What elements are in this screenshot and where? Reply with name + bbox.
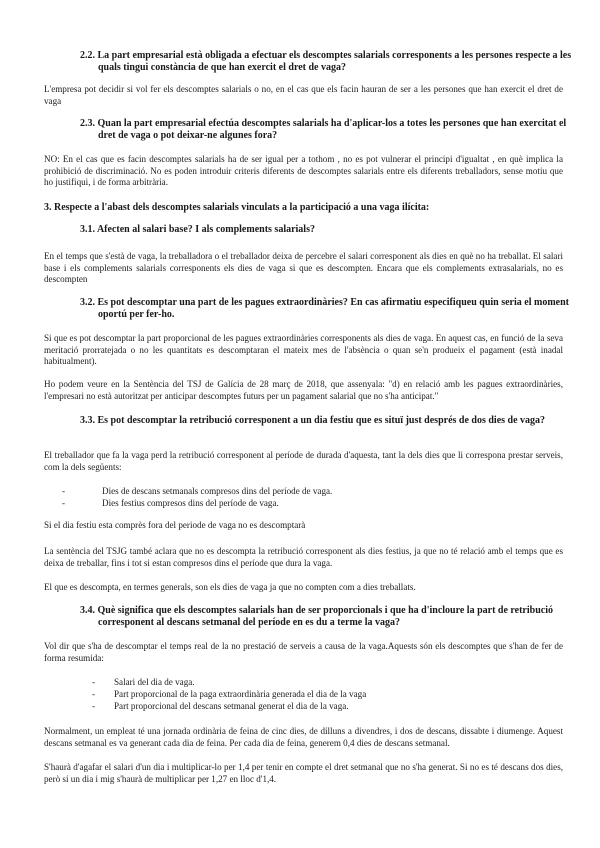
heading-3-3: 3.3. Es pot descomptar la retribució corresponent a un dia festiu que es situï just després de dos dies de vaga?: [80, 415, 546, 426]
heading-2-2: 2.2. La part empresarial està obligada a efectuar els descomptes salarials corresponents a les persones respecte a les quals tingui constància de que han exercit el dret de vaga?: [80, 50, 572, 73]
paragraph-3-2b: Ho podem veure en la Sentència del TSJ de Galícia de 28 març de 2018, que assenyala: "d) en relació amb les pagues extraordinàries, l'empresari no està autoritzat per anticipar descomptes futurs per un pagament salarial que no s'ha anticipat.": [44, 379, 563, 401]
paragraph-3-3d: El que es descompta, en termes generals, son els dies de vaga ja que no compten com a dies treballats.: [44, 582, 416, 592]
paragraph-3-2a: Si que es pot descomptar la part proporcional de les pagues extraordinàries corresponents als dies de vaga. En aquest cas, en funció de la seva meritació prorratejada o no les quantitats es descomptaran el mateix mes de l'absència o quan se'n produeix el pagament (està inadal habitualment).: [44, 333, 563, 367]
paragraph-3-4a: Vol dir que s'ha de descomptar el temps real de la no prestació de serveis a causa de la vaga.Aquests són els descomptes que s'han de fer de forma resumida:: [44, 641, 563, 663]
paragraph-2-3: NO: En el cas que es facin descomptes salarials ha de ser igual per a tothom , no es pot vulnerar el principi d'igualtat , en què implica la prohibició de discriminació. No es poden introduir criteris diferents de descomptes salarials entre els diferents treballadors, sense motiu que ho justifiqui, i de forma arbitrària.: [44, 154, 563, 188]
bullet-dash: -: [62, 498, 66, 508]
paragraph-3-3c: La sentència del TSJG també aclara que no es descompta la retribució corresponent als dies festius, ja que no té relació amb el temps que es deixa de treballar, fins i tot si estan compresos dins el període que dura la vaga.: [44, 546, 563, 568]
list-item: - Salari del dia de vaga.: [92, 677, 195, 687]
paragraph-3-1: En el temps que s'està de vaga, la treballadora o el treballador deixa de percebre el salari corresponent als dies en què no ha treballat. El salari base i els complements salarials corresponents els dies de vaga si que es descompten. Encara que els complements extrasalarials, no es descompten: [44, 251, 563, 285]
list-item: - Part proporcional del descans setmanal generat el dia de la vaga.: [92, 701, 349, 711]
heading-2-3: 2.3. Quan la part empresarial efectúa descomptes salarials ha d'aplicar-los a totes les persones que han exercitat el dret de vaga o pot deixar-ne algunes fora?: [80, 118, 567, 141]
bullet-dash: -: [92, 701, 96, 711]
bullet-dash: -: [92, 689, 96, 699]
list-item: - Part proporcional de la paga extraordinària generada el dia de la vaga: [92, 689, 367, 699]
heading-3-4: 3.4. Què significa que els descomptes salarials han de ser proporcionals i que ha d'incloure la part de retribució corresponent al descans setmanal del període en es du a terme la vaga?: [80, 605, 553, 628]
list-item: - Dies festius compresos dins del període de vaga.: [62, 498, 279, 508]
paragraph-3-4c: S'haurà d'agafar el salari d'un dia i multiplicar-lo per 1,4 per tenir en compte el dret setmanal que no s'ha generat. Si no es té descans dos dies, però sí un dia i mig s'haurà de multiplicar per 1,27 en lloc d'1,4.: [44, 762, 563, 784]
list-item: - Dies de descans setmanals compresos dins del període de vaga.: [62, 486, 333, 496]
bullet-dash: -: [62, 486, 66, 496]
paragraph-3-3b: Si el dia festiu esta comprès fora del periode de vaga no es descomptarà: [44, 520, 306, 530]
paragraph-2-2: L'empresa pot decidir si vol fer els descomptes salarials o no, en el cas que els facin hauran de ser a les persones que han exercit el dret de vaga: [44, 84, 563, 106]
heading-3: 3. Respecte a l'abast dels descomptes salarials vinculats a la participació a una vaga ilícita:: [44, 202, 430, 213]
bullet-dash: -: [92, 677, 96, 687]
heading-3-2: 3.2. Es pot descomptar una part de les pagues extraordinàries? En cas afirmatiu especifiqueu quin seria el moment oportú per fer-ho.: [80, 297, 569, 320]
paragraph-3-3a: El treballador que fa la vaga perd la retribució corresponent al període de durada d'aquesta, tant la dels dies que li correspona prestar serveis, com la dels següents:: [44, 450, 563, 472]
heading-3-1: 3.1. Afecten al salari base? I als complements salarials?: [80, 224, 315, 235]
paragraph-3-4b: Normalment, un empleat té una jornada ordinària de feina de cinc dies, de dilluns a divendres, i dos de descans, dissabte i diumenge. Aquest descans setmanal es va generant cada dia de feina. Per cada dia de feina, generem 0,4 dies de descans setmanal.: [44, 726, 563, 748]
